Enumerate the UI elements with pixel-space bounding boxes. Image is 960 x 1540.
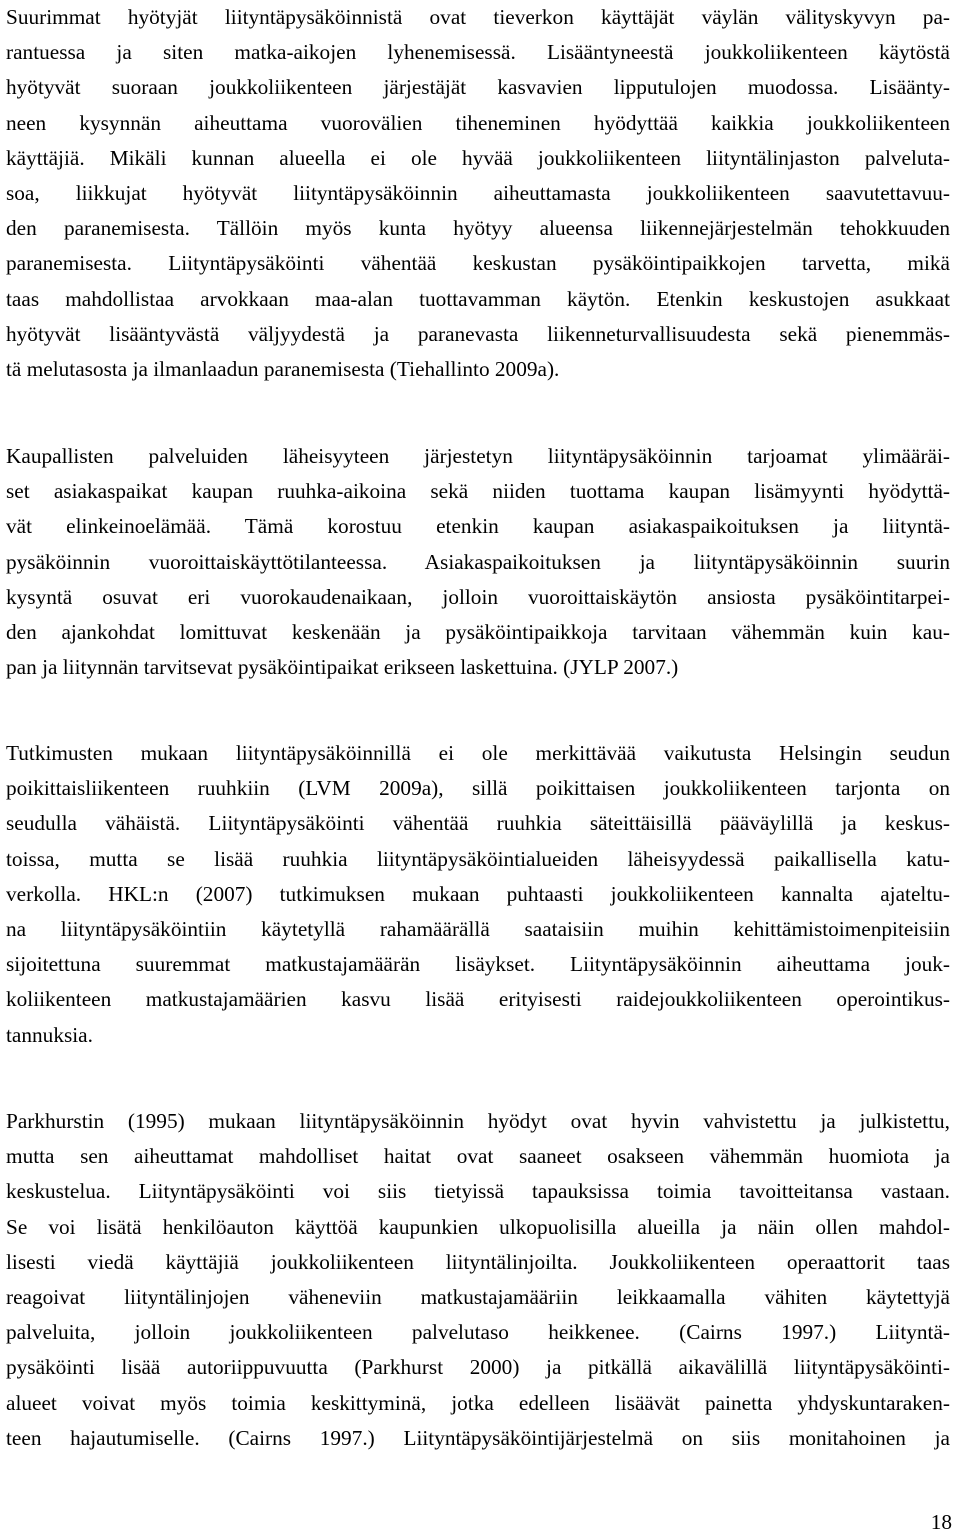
text-line: den paranemisesta. Tällöin myös kunta hyötyy alueensa liikennejärjestelmän tehokkuuden <box>6 216 950 241</box>
text-line: Tutkimusten mukaan liityntäpysäköinnillä ei ole merkittävää vaikutusta Helsingin seudun <box>6 741 950 765</box>
text-line: keskustelua. Liityntäpysäköinti voi siis tietyissä tapauksissa toimia tavoitteitansa vastaan. <box>6 1179 950 1204</box>
text-line: soa, liikkujat hyötyvät liityntäpysäköinnin aiheuttamasta joukkoliikenteen saavutettavuu- <box>6 180 950 205</box>
text-line: rantuessa ja siten matka-aikojen lyhenemisessä. Lisääntyneestä joukkoliikenteen käytöstä <box>6 40 950 65</box>
text-line: verkolla. HKL:n (2007) tutkimuksen mukaan puhtaasti joukkoliikenteen kannalta ajateltu- <box>6 881 950 906</box>
text-line: reagoivat liityntälinjojen väheneviin matkustajamääriin leikkaamalla vähiten käytettyjä <box>6 1284 950 1309</box>
paragraph-drawbacks <box>6 1104 950 1456</box>
text-line: alueet voivat myös toimia keskittyminä, jotka edelleen lisäävät painetta yhdyskuntaraken- <box>6 1390 950 1415</box>
text-line: set asiakaspaikat kaupan ruuhka-aikoina sekä niiden tuottama kaupan lisämyynti hyödyttä- <box>6 479 950 504</box>
text-line: palveluita, jolloin joukkoliikenteen palvelutaso heikkenee. (Cairns 1997.) Liityntä- <box>6 1320 950 1345</box>
text-line: mutta sen aiheuttamat mahdolliset haitat ovat saaneet osakseen vähemmän huomiota ja <box>6 1144 950 1169</box>
text-line: käyttäjiä. Mikäli kunnan alueella ei ole hyvää joukkoliikenteen liityntälinjaston palveluta- <box>6 145 950 170</box>
text-line: taas mahdollistaa arvokkaan maa-alan tuottavamman käytön. Etenkin keskustojen asukkaat <box>6 286 950 311</box>
text-line: poikittaisliikenteen ruuhkiin (LVM 2009a), sillä poikittaisen joukkoliikenteen tarjonta on <box>6 776 950 801</box>
text-line: hyötyvät suoraan joukkoliikenteen järjestäjät kasvavien lipputulojen muodossa. Lisäänty- <box>6 75 950 100</box>
text-line: pysäköinnin vuoroittaiskäyttötilanteessa. Asiakaspaikoituksen ja liityntäpysäköinnin suurin <box>6 549 950 574</box>
text-line: den ajankohdat lomittuvat keskenään ja pysäköintipaikkoja tarvitaan vähemmän kuin kau- <box>6 619 950 644</box>
text-line: na liityntäpysäköintiin käytetyllä rahamäärällä saataisiin muihin kehittämistoimenpiteisiin <box>6 916 950 941</box>
text-line: Se voi lisätä henkilöauton käyttöä kaupunkien ulkopuolisilla alueilla ja näin ollen mahdol- <box>6 1214 950 1239</box>
text-line: sijoitettuna suuremmat matkustajamäärän lisäykset. Liityntäpysäköinnin aiheuttama jouk- <box>6 952 950 977</box>
text-line: Parkhurstin (1995) mukaan liityntäpysäköinnin hyödyt ovat hyvin vahvistettu ja julkistettu, <box>6 1109 950 1133</box>
paragraph-research-congestion <box>6 736 950 1053</box>
text-line: neen kysynnän aiheuttama vuorovälien tiheneminen hyödyttää kaikkia joukkoliikenteen <box>6 110 950 135</box>
paragraph-benefits <box>6 0 950 387</box>
text-line: seudulla vähäistä. Liityntäpysäköinti vähentää ruuhkia säteittäisillä pääväylillä ja keskus- <box>6 811 950 836</box>
text-line: pan ja liitynnän tarvitsevat pysäköintipaikat erikseen laskettuina. (JYLP 2007.) <box>6 655 679 680</box>
paragraph-commercial-services <box>6 439 950 685</box>
text-line: kysyntä osuvat eri vuorokaudenaikaan, jolloin vuoroittaiskäytön ansiosta pysäköintitarpei- <box>6 584 950 609</box>
text-line: vät elinkeinoelämää. Tämä korostuu etenkin kaupan asiakaspaikoituksen ja liityntä- <box>6 514 950 539</box>
text-line: koliikenteen matkustajamäärien kasvu lisää erityisesti raidejoukkoliikenteen operointikus- <box>6 987 950 1012</box>
text-line: lisesti viedä käyttäjiä joukkoliikenteen liityntälinjoilta. Joukkoliikenteen operaattorit taas <box>6 1249 950 1274</box>
text-line: Kaupallisten palveluiden läheisyyteen järjestetyn liityntäpysäköinnin tarjoamat ylimääräi- <box>6 444 950 468</box>
text-line: paranemisesta. Liityntäpysäköinti vähentää keskustan pysäköintipaikkojen tarvetta, mikä <box>6 251 950 276</box>
text-line: teen hajautumiselle. (Cairns 1997.) Liityntäpysäköintijärjestelmä on siis monitahoinen ja <box>6 1425 950 1450</box>
text-line: Suurimmat hyötyjät liityntäpysäköinnistä ovat tieverkon käyttäjät väylän välityskyvyn pa- <box>6 5 950 29</box>
text-line: pysäköinti lisää autoriippuvuutta (Parkhurst 2000) ja pitkällä aikavälillä liityntäpysäköinti- <box>6 1355 950 1380</box>
page-number: 18 <box>930 1510 952 1534</box>
text-line: tä melutasosta ja ilmanlaadun paranemisesta (Tiehallinto 2009a). <box>6 356 560 381</box>
text-line: toissa, mutta se lisää ruuhkia liityntäpysäköintialueiden läheisyydessä paikallisella katu- <box>6 846 950 871</box>
text-line: tannuksia. <box>6 1022 93 1047</box>
text-line: hyötyvät lisääntyvästä väljyydestä ja paranevasta liikenneturvallisuudesta sekä pienemmäs- <box>6 321 950 346</box>
